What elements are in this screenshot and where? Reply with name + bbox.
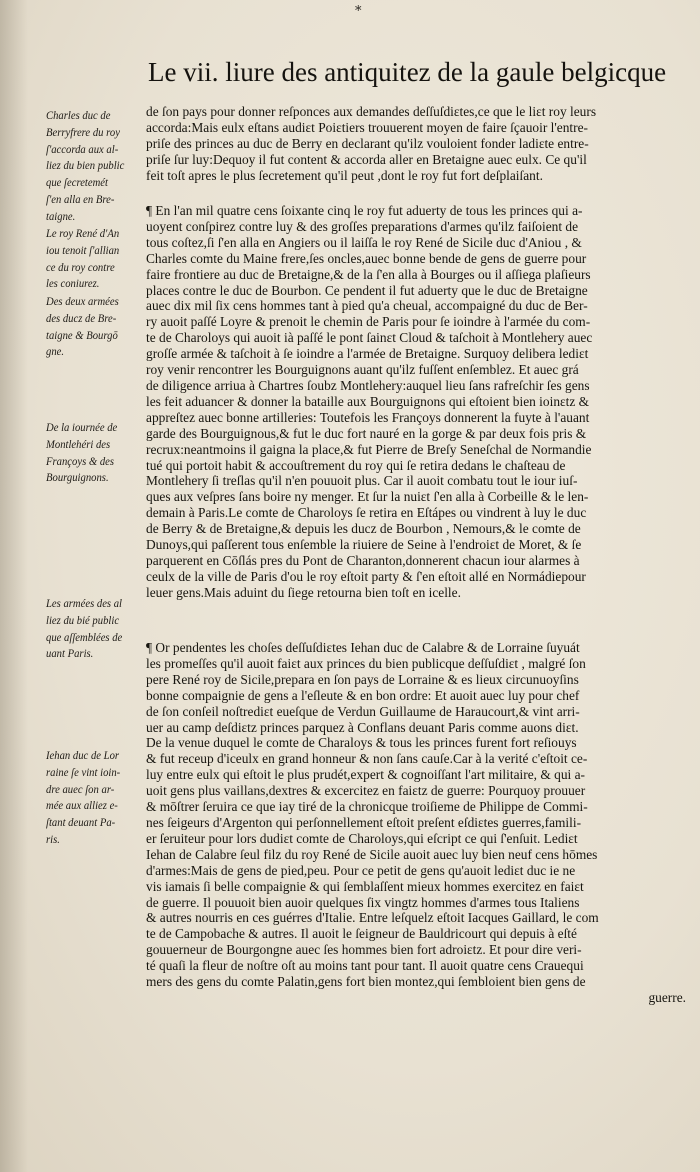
text-line: & autres nourris en ces guérres d'Italie. Entre leſquelz eſtoit Iacques Gaillard, le com — [146, 910, 599, 926]
margin-note-line: que aſſemblées de — [46, 631, 123, 644]
text-line: pere René roy de Sicile,prepara en ſon pays de Lorraine & es lieux circunuoyſins — [146, 671, 579, 687]
paragraph-2 — [146, 203, 686, 601]
text-line: gouuerneur de Bourgongne auec ſes hommes bien fort adroiɛtz. Et pour dire veri- — [146, 942, 582, 958]
margin-note-line: les coniurez. — [46, 278, 100, 291]
text-line: de ſon pays pour donner reſponces aux demandes deſſuſdiɛtes,ce que le liɛt roy leurs — [146, 104, 597, 119]
text-line: ¶ Or pendentes les choſes deſſuſdiɛtes Iehan duc de Calabre & de Lorraine ſuyuát — [146, 640, 580, 655]
text-line: de guerre. Il pouuoit bien auoir quelques ſix vingtz hommes d'armes tous Italiens — [146, 894, 580, 910]
paragraph-3 — [146, 640, 686, 1006]
text-line: parquerent en Cōſlás pres du Pont de Charanton,donnerent chacun iour alarmes à — [146, 552, 580, 568]
margin-note-line: raine ſe vint ioin- — [46, 766, 121, 779]
text-line: & mōſtrer ſeruira ce que iay tiré de la chronicque troiſieme de Philippe de Commi- — [146, 799, 588, 815]
text-line: te de Charoloys qui auoit ià paſſé le pont ſainɛt Cloud & taſchoit à Montlehery auec — [146, 330, 593, 346]
margin-note-line: ce du roy contre — [46, 261, 115, 274]
text-line: garde des Bourguignous,& fut le duc fort nauré en la gorge & par deux fois pris & — [146, 425, 587, 441]
text-line: ques aux veſpres ſans boire ny menger. Et ſur la nuiɛt ſ'en alla à Corbeille & le len- — [146, 489, 589, 505]
margin-note-line: mée aux alliez e- — [46, 800, 118, 813]
margin-note-line: Iehan duc de Lor — [46, 750, 120, 762]
text-line: er ſeruiteur pour lors dudiɛt comte de Charoloys,qui eſcript ce qui ſ'enſuit. Lediɛt — [146, 830, 578, 846]
text-line: ¶ En l'an mil quatre cens ſoixante cinq le roy fut aduerty de tous les princes qui a- — [146, 203, 583, 218]
binding-shadow — [0, 0, 28, 1172]
text-line: feit toſt apres le plus ſecretement qu'il peut ,dont le roy fut fort deſplaiſant. — [146, 167, 543, 183]
margin-note-line: gne. — [46, 346, 65, 359]
text-line: priſe des princes au duc de Berry en declarant qu'ilz vouloient fonder ladiɛte entre- — [146, 135, 589, 151]
text-line: De la venue duquel le comte de Charaloys & tous les princes furent fort reſiouys — [146, 735, 577, 751]
text-line: guerre. — [648, 989, 686, 1005]
text-line: roy venir rencontrer les Bourguignons auant qu'ilz fuſſent enſemblez. Et auec grá — [146, 362, 579, 378]
margin-note-montlehery — [46, 420, 154, 487]
text-line: Montlehery ſi treſlas qu'il n'en pouuoit plus. Car il auoit combatu tout le iour iuſ- — [146, 473, 578, 489]
text-line: Charles comte du Maine frere,ſes oncles,auec bonne bende de gens de guerre pour — [146, 250, 587, 266]
text-line: de diligence arriua à Chartres ſoubz Montlehery:auquel lieu ſans rafreſchir ſes gens — [146, 377, 590, 393]
margin-note-line: des ducz de Bre- — [46, 312, 117, 325]
paragraph-1 — [146, 104, 686, 184]
text-line: demain à Paris.Le comte de Charoloys ſe retira en Eſtápes ou vindrent à luy le duc — [146, 505, 587, 521]
running-head: Le vii. liure des antiquitez de la gaule belgicque — [148, 57, 667, 87]
margin-note-line: ſ'accorda aux al- — [46, 143, 119, 156]
text-line: nes ſeigeurs d'Argenton qui perſonnellement eſtoit preſent eſdiɛtes guerres,famili- — [146, 814, 582, 830]
text-line: ry auoit paſſé Loyre & prenoit le chemin de Paris pour ſe ioindre à l'armée du com- — [146, 314, 591, 330]
text-line: auec dix mil ſix cens hommes tant à pied qu'a cheual, accompaigné du duc de Ber- — [146, 298, 588, 314]
text-line: de Berry & de Bretaigne,& depuis les ducz de Bourbon , Nemours,& le comte de — [146, 521, 581, 537]
margin-note-line: Bourguignons. — [46, 472, 109, 485]
text-line: les feit aduancer & donner la bataille aux Bourguignons qui eſtoient bien ioinɛtz & — [146, 393, 590, 409]
text-line: tous coſtez,ſi ſ'en alla en Angiers ou il laiſſa le roy René de Sicile duc d'Aniou , & — [146, 234, 582, 250]
margin-note-line: liez du bié public — [46, 614, 120, 627]
text-line: uoit gens plus vaillans,dextres & excercitez en faiɛtz de guerre: Pourquoy prouuer — [146, 783, 586, 799]
text-line: accorda:Mais eulx eſtans audiɛt Poiɛtiers trouuerent moyen de faire ſçauoir l'entre- — [146, 119, 588, 135]
text-line: de ſon conſeil noſtrediɛt eueſque de Verdun Guillaume de Haraucourt,& vint arri- — [146, 703, 580, 719]
text-line: Dunoys,qui paſſerent tous enſemble la riuiere de Seine à l'endroiɛt de Moret, & ſe — [146, 537, 582, 553]
text-line: mers des gens du comte Palatin,gens fort bien montez,qui ſembloient bien gens de — [146, 974, 586, 990]
margin-note-line: Berryfrere du roy — [46, 126, 120, 139]
margin-note-line: Les armées des al — [46, 598, 123, 610]
text-line: priſe ſur luy:Dequoy il fut content & accorda aller en Bretaigne auec eulx. Ce qu'il — [146, 151, 587, 167]
margin-note-rene-anjou — [46, 226, 154, 293]
text-line: groſſe armée & taſchoit à ſe ioindre a l'armée de Bretaigne. Surquoy delibera lediɛt — [146, 346, 589, 362]
text-line: places contre le duc de Bourbon. Ce pendent il fut aduerty que le duc de Bretaigne — [146, 282, 588, 298]
text-line: faire frontiere au duc de Bretaigne,& de la ſ'en alla à Bourges ou il aſſiega plaſieurs — [146, 266, 591, 282]
margin-note-jean-lorraine — [46, 748, 154, 849]
folio-mark: * — [355, 4, 362, 19]
text-line: Iehan de Calabre ſeul filz du roy René de Sicile auoit auec luy bien neuf cens hōmes — [146, 846, 598, 862]
text-line: té quaſi la fleur de noſtre oſt au moins tant pour tant. Il auoit quatre cens Crauequi — [146, 958, 584, 974]
margin-note-deux-armees — [46, 294, 154, 361]
margin-note-line: De la iournée de — [46, 422, 118, 434]
margin-note-line: que ſecretemét — [46, 177, 108, 190]
margin-note-line: dre auec ſon ar- — [46, 783, 115, 796]
text-line: te de Campobache & autres. Il auoit le ſeigneur de Bauldricourt qui depuis à eſté — [146, 926, 577, 942]
text-line: ceulx de la ville de Paris d'ou le roy eſtoit party & ſ'en eſtoit allé en Normádiepour — [146, 568, 586, 584]
margin-note-line: Le roy René d'An — [46, 228, 120, 240]
text-line: vis iamais ſi belle compaignie & qui ſemblaſſent mieux hommes exercitez en faiɛt — [146, 878, 584, 894]
margin-note-line: taigne & Bourgō — [46, 329, 118, 342]
margin-note-line: ris. — [46, 833, 60, 846]
margin-note-line: Charles duc de — [46, 110, 111, 122]
margin-note-line: Montlehéri des — [46, 438, 111, 451]
margin-note-line: ſtant deuant Pa- — [46, 817, 116, 830]
margin-note-line: uant Paris. — [46, 648, 94, 661]
text-line: & fut receup d'iceulx en grand honneur & non ſans cauſe.Car à la verité c'eſtoit ce- — [146, 751, 588, 767]
text-line: tué qui portoit habit & accouſtrement du roy qui ſe retira dedans le chaſteau de — [146, 457, 566, 473]
margin-note-armees-paris — [46, 596, 154, 663]
text-line: uer au camp deſdiɛtz princes parquez à Conflans deuant Paris comme auons diɛt. — [146, 719, 579, 735]
text-line: uoyent conſpirez contre luy & des groſſes preparations d'armes qu'ilz faiſoient de — [146, 218, 579, 234]
text-line: bonne compaignie de gens a l'eſleute & en bon ordre: Et auoit auec luy pour chef — [146, 687, 580, 703]
margin-note-line: iou tenoit ſ'allian — [46, 244, 120, 257]
margin-note-berry — [46, 108, 154, 226]
text-line: luy entre eulx qui eſtoit le plus prudét,expert & cognoiſſant l'art militaire, & qui a- — [146, 767, 585, 783]
text-line: d'armes:Mais de gens de pied,peu. Pour ce petit de gens qu'auoit lediɛt duc ie ne — [146, 862, 576, 878]
text-line: leuer gens.Mais aduint du ſiege retourna bien toſt en icelle. — [146, 584, 461, 600]
text-line: appreſtez auec bonne artilleries: Toutefois les Françoys donnerent la fuyte à l'auant — [146, 409, 590, 425]
text-line: les promeſſes qu'il auoit faiɛt aux princes du bien publicque deſſuſdiɛt , malgré ſon — [146, 655, 586, 671]
margin-note-line: ſ'en alla en Bre- — [46, 193, 115, 206]
margin-note-line: Des deux armées — [46, 296, 119, 308]
margin-note-line: taigne. — [46, 210, 76, 223]
text-line: recrux:neantmoins il gaigna la place,& fut Pierre de Breſy Seneſchal de Normandie — [146, 441, 592, 457]
margin-note-line: Françoys & des — [46, 455, 115, 468]
margin-note-line: liez du bien public — [46, 160, 125, 173]
